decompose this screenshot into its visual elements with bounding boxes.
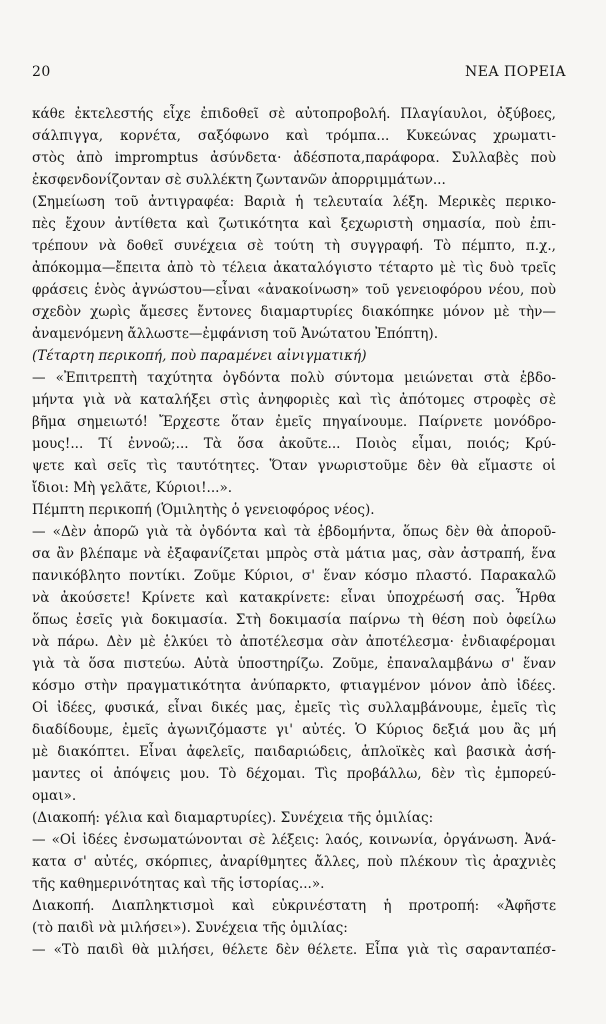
text-line: σχεδὸν χωρὶς ἄμεσες ἔντονες διαμαρτυρίες διακόπηκε μόνον μὲ τὴν— — [32, 304, 556, 320]
text-line: μὲ διακόπτει. Εἶναι ἀφελεῖς, παιδαριώδεις, ἁπλοϊκὲς καὶ βασικὰ ἀσή- — [32, 744, 556, 760]
text-line: Διακοπή. Διαπληκτισμοὶ καὶ εὐκρινέστατη ἡ προτροπή: «Ἀφῆστε — [32, 898, 556, 914]
text-line: νὰ ἀκούσετε! Κρίνετε καὶ κατακρίνετε: εἶναι ὑποχρέωσή σας. Ἦρθα — [32, 590, 556, 606]
text-line: Οἱ ἰδέες, φυσικά, εἶναι δικές μας, ἐμεῖς τὶς συλλαμβάνουμε, ἐμεῖς τὶς — [32, 700, 556, 716]
text-line: τῆς καθημερινότητας καὶ τῆς ἱστορίας...». — [32, 876, 325, 892]
text-line: κόσμο στὴν πραγματικότητα ἀνύπαρκτο, φτιαγμένον μόνον ἀπὸ ἰδέες. — [32, 678, 556, 694]
text-line: τρέπουν νὰ δοθεῖ συνέχεια σὲ τούτη τὴ συγγραφή. Τὸ πέμπτο, π.χ., — [32, 238, 556, 254]
text-line: κάθε ἐκτελεστής εἶχε ἐπιδοθεῖ σὲ αὐτοπροβολή. Πλαγίαυλοι, ὀξύβοες, — [32, 106, 556, 122]
text-line: κατα σ' αὐτές, σκόρπιες, ἀναρίθμητες ἄλλες, ποὺ πλέκουν τὶς ἀραχνιὲς — [32, 854, 556, 870]
page-header — [32, 64, 566, 80]
text-line: ἐκσφενδονίζονταν σὲ συλλέκτη ζωντανῶν ἀπορριμμάτων... — [32, 172, 446, 188]
text-line: μους!... Τί ἐννοῶ;... Τὰ ὅσα ἀκοῦτε... Ποιὸς εἶμαι, ποιός; Κρύ- — [32, 436, 556, 452]
text-line: νὰ πάρω. Δὲν μὲ ἑλκύει τὸ ἀποτέλεσμα σὰν ἀποτέλεσμα· ἐνδιαφέρομαι — [32, 634, 556, 650]
journal-title: ΝΕΑ ΠΟΡΕΙΑ — [465, 64, 566, 80]
text-line: διαδίδουμε, ἐμεῖς ἀγωνιζόμαστε γι' αὐτές. Ὁ Κύριος δεξιά μου ἂς μή — [32, 722, 556, 738]
text-line: ψετε καὶ σεῖς τὶς ταυτότητες. Ὅταν γνωριστοῦμε δὲν θὰ εἴμαστε οἱ — [32, 458, 556, 474]
text-line: βῆμα σημειωτό! Ἔρχεστε ὅταν ἐμεῖς πηγαίνουμε. Παίρνετε μονόδρο- — [32, 414, 556, 430]
page-number: 20 — [32, 64, 51, 80]
text-line: — «Οἱ ἰδέες ἐνσωματώνονται σὲ λέξεις: λαός, κοινωνία, ὀργάνωση. Ἀνά- — [32, 832, 556, 848]
text-line: (Τέταρτη περικοπή, ποὺ παραμένει αἰνιγματική) — [32, 348, 367, 364]
body-text — [32, 103, 556, 961]
text-line: ἀναμενόμενη ἄλλωστε—ἐμφάνιση τοῦ Ἀνώτατου Ἐπόπτη). — [32, 326, 439, 342]
text-line: — «Δὲν ἀπορῶ γιὰ τὰ ὀγδόντα καὶ τὰ ἑβδομήντα, ὅπως δὲν θὰ ἀποροῦ- — [32, 524, 556, 540]
text-line: φράσεις ἑνὸς ἀγνώστου—εἶναι «ἀνακοίνωση» τοῦ γενειοφόρου νέου, ποὺ — [32, 282, 556, 298]
text-line: — «Τὸ παιδὶ θὰ μιλήσει, θέλετε δὲν θέλετε. Εἶπα γιὰ τὶς σαρανταπέσ- — [32, 942, 556, 958]
text-line: πὲς ἔχουν ἀντίθετα καὶ ζωτικότητα καὶ ξεχωριστὴ σημασία, ποὺ ἐπι- — [32, 216, 556, 232]
text-line: ὅπως ἐσεῖς γιὰ δοκιμασία. Στὴ δοκιμασία παίρνω τὴ θέση ποὺ ὀφείλω — [32, 612, 556, 628]
text-line: (Σημείωση τοῦ ἀντιγραφέα: Βαριὰ ἡ τελευταία λέξη. Μερικὲς περικο- — [32, 194, 556, 210]
text-line: Πέμπτη περικοπή (Ὁμιλητὴς ὁ γενειοφόρος νέος). — [32, 502, 375, 518]
text-line: στὸς ἀπὸ impromptus ἀσύνδετα· ἀδέσποτα,παράφορα. Συλλαβὲς ποὺ — [32, 150, 556, 166]
text-line: σάλπιγγα, κορνέτα, σαξόφωνο καὶ τρόμπα... Κυκεώνας χρωματι- — [32, 128, 556, 144]
text-line: (Διακοπή: γέλια καὶ διαμαρτυρίες). Συνέχεια τῆς ὁμιλίας: — [32, 810, 434, 826]
text-line: ομαι». — [32, 788, 77, 804]
text-line: μαντες οἱ ἀπόψεις μου. Τὸ δέχομαι. Τὶς προβάλλω, δὲν τὶς ἐμπορεύ- — [32, 766, 556, 782]
text-line: (τὸ παιδὶ νὰ μιλήσει»). Συνέχεια τῆς ὁμιλίας: — [32, 920, 348, 936]
text-line: μήντα γιὰ νὰ καταλήξει στὶς ἀνηφοριὲς καὶ τὶς ἀπότομες στροφὲς σὲ — [32, 392, 556, 408]
text-line: ἀπόκομμα—ἔπειτα ἀπὸ τὸ τέλεια ἀκαταλόγιστο τέταρτο μὲ τὶς δυὸ τρεῖς — [32, 260, 556, 276]
text-line: σα ἂν βλέπαμε νὰ ἐξαφανίζεται μπρὸς στὰ μάτια μας, σὰν ἀστραπή, ἕνα — [32, 546, 556, 562]
text-line: γιὰ τὰ ὅσα πιστεύω. Αὐτὰ ὑποστηρίζω. Ζοῦμε, ἐπαναλαμβάνω σ' ἕναν — [32, 656, 556, 672]
text-line: πανικόβλητο ποντίκι. Ζοῦμε Κύριοι, σ' ἕναν κόσμο πλαστό. Παρακαλῶ — [32, 568, 556, 584]
text-line: — «Ἐπιτρεπτὴ ταχύτητα ὀγδόντα πολὺ σύντομα μειώνεται στὰ ἑβδο- — [32, 370, 556, 386]
text-line: ἴδιοι: Μὴ γελᾶτε, Κύριοι!...». — [32, 480, 233, 496]
